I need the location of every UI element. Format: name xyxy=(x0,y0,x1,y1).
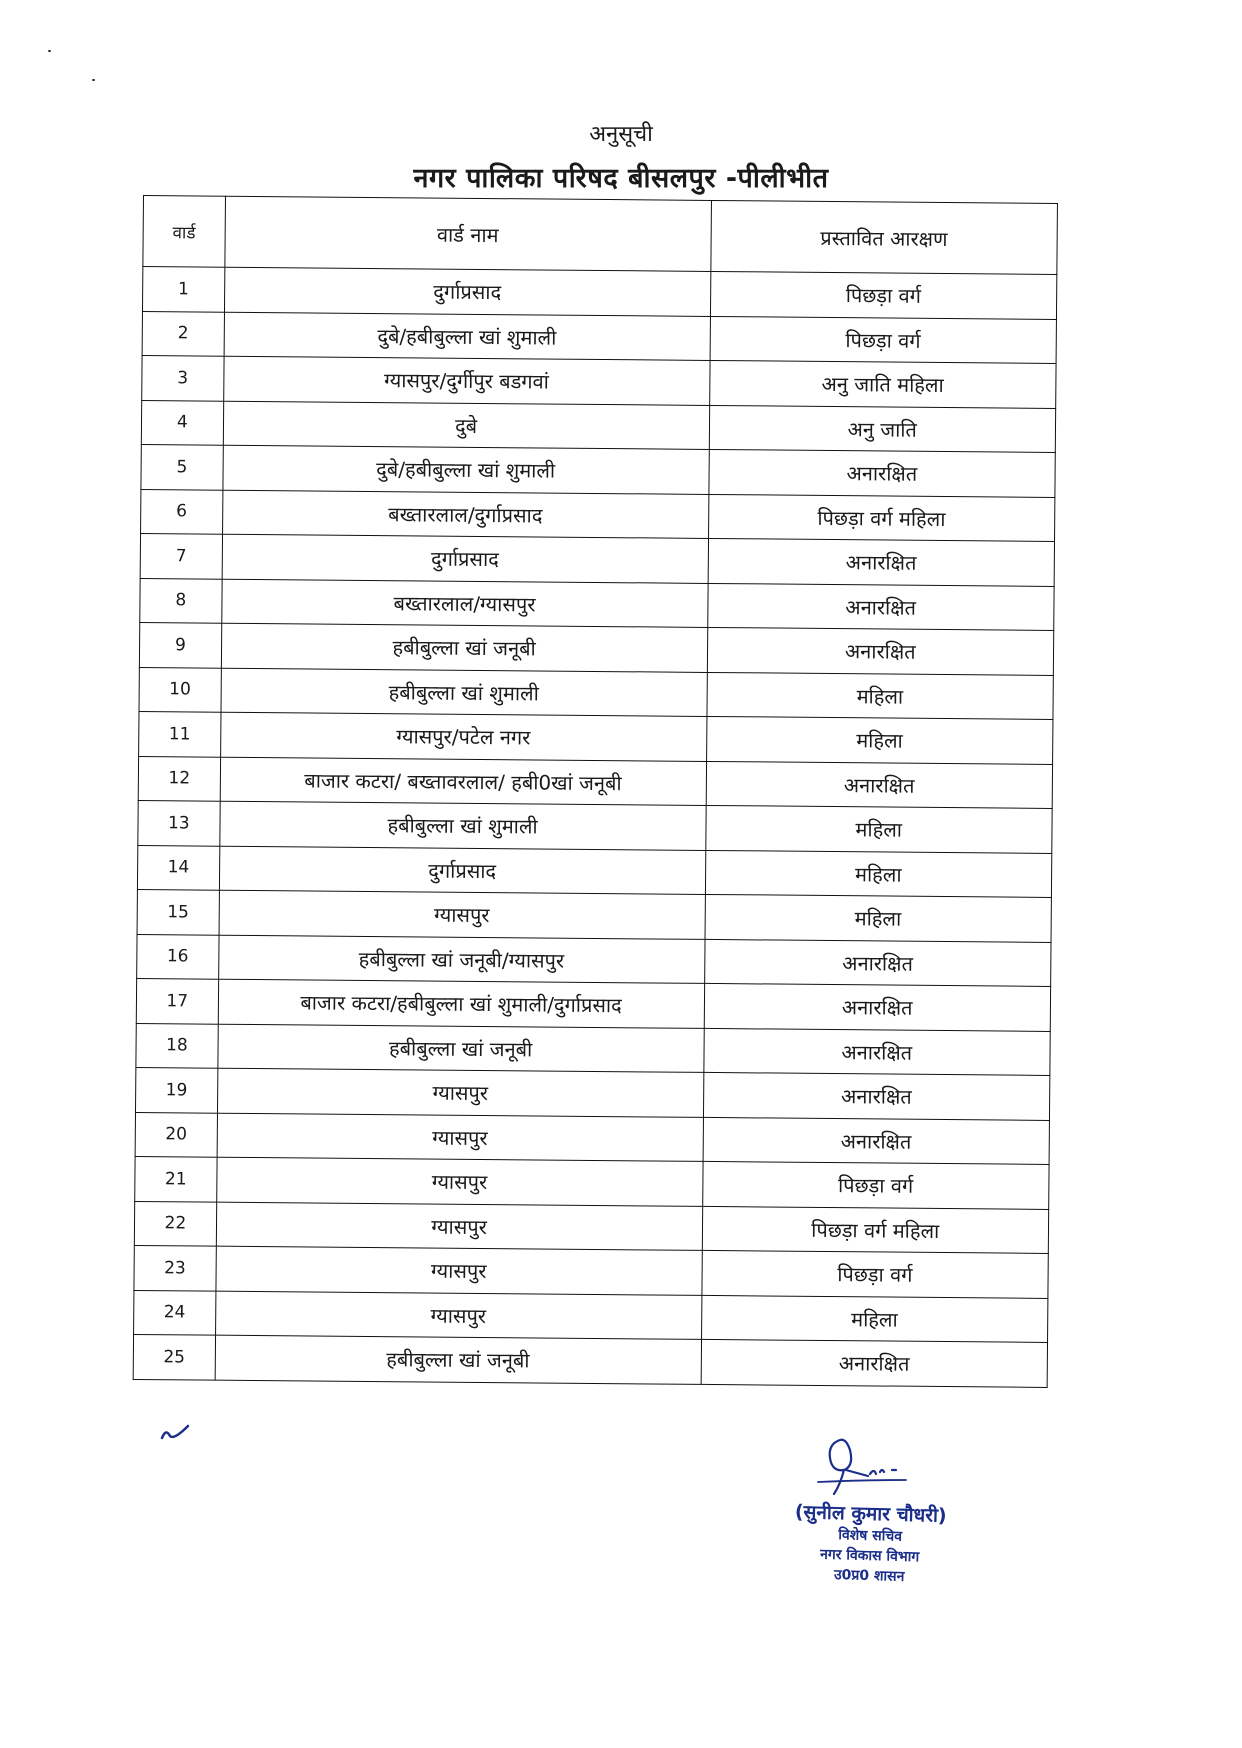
reservation: महिला xyxy=(706,716,1053,764)
table-row xyxy=(140,578,1054,630)
table-row xyxy=(135,1156,1049,1208)
ward-number: 10 xyxy=(139,667,221,712)
ward-number: 22 xyxy=(134,1201,216,1246)
ward-number: 24 xyxy=(134,1290,216,1335)
reservation: अनारक्षित xyxy=(703,1117,1050,1165)
reservation: अनारक्षित xyxy=(703,1072,1050,1120)
table-row xyxy=(142,267,1056,319)
reservation: महिला xyxy=(701,1295,1048,1343)
ward-name: दुबे/हबीबुल्ला खां शुमाली xyxy=(224,312,710,361)
reservation: अनारक्षित xyxy=(704,983,1051,1031)
reservation: पिछड़ा वर्ग xyxy=(710,271,1057,319)
ward-number: 25 xyxy=(133,1334,215,1379)
ward-name: ग्यासपुर/पटेल नगर xyxy=(220,712,706,761)
ward-name: हबीबुल्ला खां जनूबी xyxy=(218,1024,704,1073)
ward-number: 12 xyxy=(138,756,220,801)
table-row xyxy=(142,355,1056,407)
ward-name: ग्यासपुर xyxy=(216,1202,702,1251)
table-row xyxy=(138,756,1052,808)
reservation: पिछड़ा वर्ग xyxy=(701,1250,1048,1298)
ward-number: 14 xyxy=(137,845,219,890)
header-reservation: प्रस्तावित आरक्षण xyxy=(710,200,1057,274)
ward-number: 13 xyxy=(138,800,220,845)
reservation: अनारक्षित xyxy=(706,761,1053,809)
table-row xyxy=(134,1201,1048,1253)
ward-number: 17 xyxy=(136,978,218,1023)
reservation: महिला xyxy=(706,672,1053,720)
ward-number: 9 xyxy=(139,622,221,667)
ward-number: 7 xyxy=(140,533,222,578)
ward-name: ग्यासपुर xyxy=(217,1113,703,1162)
reservation: अनारक्षित xyxy=(708,449,1055,497)
ward-number: 5 xyxy=(141,444,223,489)
ward-name: दुर्गाप्रसाद xyxy=(222,534,708,583)
table-row xyxy=(142,311,1056,363)
scan-speck xyxy=(48,50,51,52)
table-row xyxy=(139,667,1053,719)
signatory-department: नगर विकास विभाग xyxy=(819,1546,920,1566)
ward-name: दुबे/हबीबुल्ला खां शुमाली xyxy=(223,445,709,494)
table-row xyxy=(133,1334,1047,1386)
ward-name: दुर्गाप्रसाद xyxy=(219,846,705,895)
table-row xyxy=(134,1245,1048,1297)
table-row xyxy=(139,711,1053,763)
ward-number: 19 xyxy=(135,1067,217,1112)
reservation: पिछड़ा वर्ग महिला xyxy=(702,1206,1049,1254)
ward-number: 15 xyxy=(137,889,219,934)
ward-name: हबीबुल्ला खां शुमाली xyxy=(221,668,707,717)
ward-number: 2 xyxy=(142,311,224,356)
reservation: अनारक्षित xyxy=(708,538,1055,586)
reservation: पिछड़ा वर्ग xyxy=(710,316,1057,364)
table-header-row xyxy=(143,196,1058,275)
ward-number: 21 xyxy=(135,1156,217,1201)
ward-name: ग्यासपुर xyxy=(216,1157,702,1206)
table-row xyxy=(136,1023,1050,1075)
header-ward-name: वार्ड नाम xyxy=(225,196,711,271)
header-ward: वार्ड xyxy=(143,196,225,268)
signatory-government: उ0प्र0 शासन xyxy=(833,1567,905,1585)
scan-speck xyxy=(92,79,95,81)
handwritten-signature xyxy=(810,1430,930,1500)
signatory-block xyxy=(769,1497,971,1588)
ward-number: 16 xyxy=(137,934,219,979)
ward-name: बाजार कटरा/हबीबुल्ला खां शुमाली/दुर्गाप्रसाद xyxy=(218,979,704,1028)
ward-name: हबीबुल्ला खां शुमाली xyxy=(219,801,705,850)
ward-number: 4 xyxy=(141,400,223,445)
reservation: पिछड़ा वर्ग xyxy=(702,1161,1049,1209)
ward-name: हबीबुल्ला खां जनूबी/ग्यासपुर xyxy=(218,935,704,984)
ward-number: 20 xyxy=(135,1112,217,1157)
ward-name: दुर्गाप्रसाद xyxy=(224,267,710,316)
ward-name: ग्यासपुर xyxy=(219,890,705,939)
ward-number: 3 xyxy=(142,355,224,400)
ward-number: 6 xyxy=(141,489,223,534)
table-row xyxy=(138,800,1052,852)
reservation: अनु जाति महिला xyxy=(709,360,1056,408)
reservation: महिला xyxy=(705,894,1052,942)
table-row xyxy=(137,845,1051,897)
ward-number: 18 xyxy=(136,1023,218,1068)
table-row xyxy=(135,1067,1049,1119)
ward-name: बख्तारलाल/ग्यासपुर xyxy=(221,579,707,628)
ward-number: 1 xyxy=(142,267,224,312)
signatory-designation: विशेष सचिव xyxy=(838,1527,903,1545)
table-row xyxy=(134,1290,1048,1342)
reservation: अनारक्षित xyxy=(707,583,1054,631)
table-row xyxy=(140,533,1054,585)
document-subtitle: नगर पालिका परिषद बीसलपुर -पीलीभीत xyxy=(413,163,829,194)
reservation: अनारक्षित xyxy=(707,627,1054,675)
ward-name: बख्तारलाल/दुर्गाप्रसाद xyxy=(222,490,708,539)
reservation: महिला xyxy=(705,850,1052,898)
ward-name: ग्यासपुर/दुर्गीपुर बडगवां xyxy=(223,356,709,405)
reservation: पिछड़ा वर्ग महिला xyxy=(708,494,1055,542)
ward-number: 23 xyxy=(134,1245,216,1290)
reservation: अनु जाति xyxy=(709,405,1056,453)
table-row xyxy=(137,934,1051,986)
reservation: अनारक्षित xyxy=(703,1028,1050,1076)
initial-tick-mark xyxy=(158,1420,198,1444)
reservation: अनारक्षित xyxy=(704,939,1051,987)
ward-name: बाजार कटरा/ बख्तावरलाल/ हबी0खां जनूबी xyxy=(220,757,706,806)
table-row xyxy=(135,1112,1049,1164)
signatory-name: (सुनील कुमार चौधरी) xyxy=(794,1501,947,1527)
table-row xyxy=(141,444,1055,496)
reservation: महिला xyxy=(705,805,1052,853)
ward-name: ग्यासपुर xyxy=(215,1291,701,1340)
reservation-table xyxy=(133,195,1058,1387)
table-row xyxy=(139,622,1053,674)
ward-name: ग्यासपुर xyxy=(217,1068,703,1117)
ward-number: 11 xyxy=(139,711,221,756)
reservation: अनारक्षित xyxy=(701,1339,1048,1387)
ward-name: हबीबुल्ला खां जनूबी xyxy=(215,1335,701,1384)
table-row xyxy=(141,400,1055,452)
table-row xyxy=(137,889,1051,941)
ward-name: दुबे xyxy=(223,401,709,450)
ward-name: हबीबुल्ला खां जनूबी xyxy=(221,623,707,672)
table-row xyxy=(136,978,1050,1030)
document-title: अनुसूची xyxy=(589,122,653,147)
ward-name: ग्यासपुर xyxy=(216,1246,702,1295)
table-row xyxy=(141,489,1055,541)
ward-number: 8 xyxy=(140,578,222,623)
